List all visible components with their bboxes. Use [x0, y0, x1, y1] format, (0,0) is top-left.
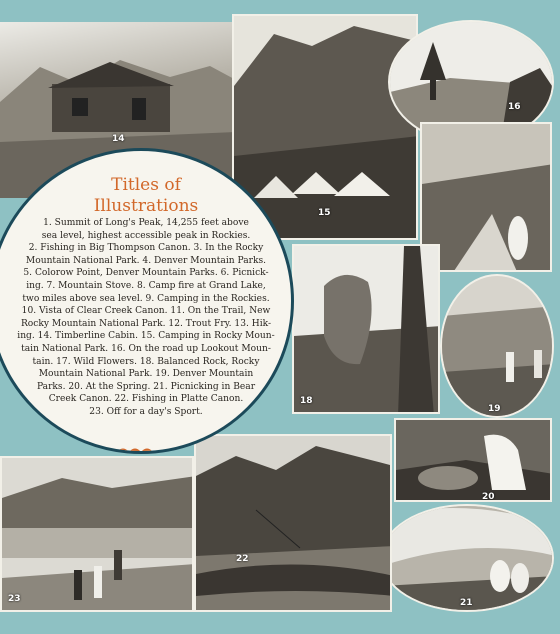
photo-14-number: 14	[112, 134, 125, 144]
picnic-scene	[382, 506, 554, 612]
photo-22-number: 22	[236, 554, 249, 564]
titles-line: ing. 14. Timberline Cabin. 15. Camping in Rocky Moun-	[17, 331, 275, 342]
hiking-scene	[422, 124, 552, 272]
illustration-titles-list	[15, 217, 277, 419]
titles-line: tain National Park. 16. On the road up Lookout Moun-	[21, 343, 271, 354]
titles-line: two miles above sea level. 9. Camping in the Rockies.	[22, 293, 270, 304]
titles-line: Rocky Mountain National Park. 12. Trout Fry. 13. Hik-	[20, 318, 272, 329]
balanced-rock-scene	[294, 246, 440, 414]
title-line-2: Illustrations	[93, 196, 199, 216]
photo-23-off-for-days-sport	[0, 456, 194, 612]
titles-line: ing. 7. Mountain Stove. 8. Camp fire at Grand Lake,	[26, 280, 266, 291]
titles-line: tain. 17. Wild Flowers. 18. Balanced Rock, Rocky	[32, 356, 260, 367]
photo-19-number: 19	[488, 404, 501, 414]
fishing-scene	[196, 436, 392, 612]
titles-line: Creek Canon. 22. Fishing in Platte Canon.	[48, 394, 244, 405]
photo-22-fishing-platte-canon	[194, 434, 392, 612]
photo-21-number: 21	[460, 598, 473, 608]
ornament-emblem-icon	[115, 445, 155, 454]
photo-20-at-the-spring	[394, 418, 552, 502]
sport-scene	[2, 458, 194, 612]
titles-line: 10. Vista of Clear Creek Canon. 11. On the Trail, New	[21, 306, 271, 317]
photo-21-picnicking-bear-creek	[380, 504, 554, 612]
spring-scene	[396, 420, 552, 502]
photo-23-number: 23	[8, 594, 21, 604]
mountain-parks-scene	[442, 276, 554, 418]
titles-line: 2. Fishing in Big Thompson Canon. 3. In the Rocky	[28, 243, 264, 254]
photo-18-balanced-rock	[292, 244, 440, 414]
photo-15-number: 15	[318, 208, 331, 218]
page-title	[63, 175, 229, 217]
photo-20-number: 20	[482, 492, 495, 502]
titles-line: Mountain National Park. 19. Denver Mountain	[38, 369, 254, 380]
titles-circle	[0, 148, 294, 454]
titles-line: sea level, highest accessible peak in Rockies.	[41, 230, 251, 241]
photo-16-number: 16	[508, 102, 521, 112]
photo-19-denver-mountain-parks	[440, 274, 554, 418]
photo-18-number: 18	[300, 396, 313, 406]
titles-line: 5. Colorow Point, Denver Mountain Parks. 6. Picnick-	[23, 268, 269, 279]
titles-line: 23. Off for a day's Sport.	[89, 406, 203, 417]
title-line-1: Titles of	[111, 175, 181, 195]
titles-line: 1. Summit of Long's Peak, 14,255 feet above	[43, 218, 249, 228]
titles-line: Mountain National Park. 4. Denver Mountain Parks.	[25, 255, 267, 266]
titles-line: Parks. 20. At the Spring. 21. Picnicking in Bear	[36, 381, 256, 392]
